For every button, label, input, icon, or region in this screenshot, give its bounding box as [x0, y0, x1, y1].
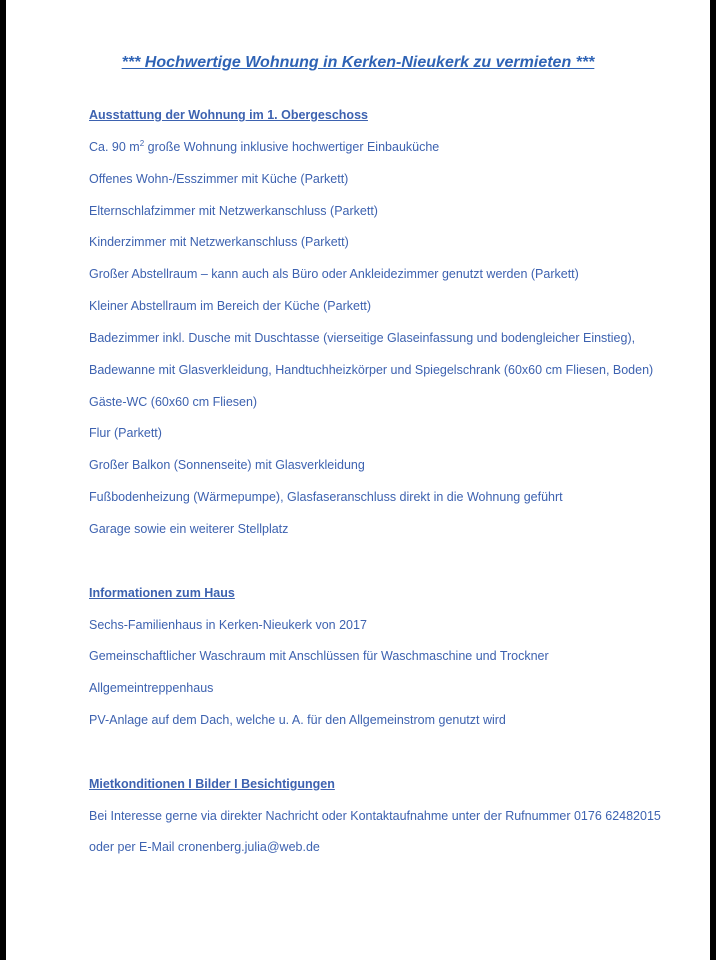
list-item: Offenes Wohn-/Esszimmer mit Küche (Parkett) [89, 171, 349, 186]
spacer [89, 742, 699, 774]
document-page [6, 0, 710, 960]
list-item: Gäste-WC (60x60 cm Fliesen) [89, 394, 258, 409]
page-title: *** Hochwertige Wohnung in Kerken-Nieukerk zu vermieten *** [121, 54, 595, 71]
section-heading-mietkonditionen: Mietkonditionen I Bilder I Besichtigungen [89, 776, 335, 791]
list-item: Großer Balkon (Sonnenseite) mit Glasverkleidung [89, 458, 365, 473]
list-item: Fußbodenheizung (Wärmepumpe), Glasfaseranschluss direkt in die Wohnung geführt [89, 490, 563, 505]
contact-phone-line: Bei Interesse gerne via direkter Nachricht oder Kontaktaufnahme unter der Rufnummer 0176 62482015 [89, 808, 661, 823]
list-item: Flur (Parkett) [89, 426, 162, 441]
area-superscript: 2 [139, 138, 145, 148]
contact-email-line: oder per E-Mail cronenberg.julia@web.de [89, 840, 320, 855]
area-prefix: Ca. 90 m [89, 139, 140, 154]
list-item: Gemeinschaftlicher Waschraum mit Anschlüssen für Waschmaschine und Trockner [89, 649, 549, 664]
document-body [89, 105, 699, 869]
area-suffix: große Wohnung inklusive hochwertiger Einbauküche [144, 139, 440, 154]
list-item: Sechs-Familienhaus in Kerken-Nieukerk von 2017 [89, 617, 367, 632]
list-item: Kleiner Abstellraum im Bereich der Küche (Parkett) [89, 299, 372, 314]
list-item: Elternschlafzimmer mit Netzwerkanschluss (Parkett) [89, 203, 378, 218]
list-item: Badewanne mit Glasverkleidung, Handtuchheizkörper und Spiegelschrank (60x60 cm Fliesen, Boden) [89, 362, 654, 377]
list-item: Kinderzimmer mit Netzwerkanschluss (Parkett) [89, 235, 349, 250]
list-item: Garage sowie ein weiterer Stellplatz [89, 521, 289, 536]
list-item: Großer Abstellraum – kann auch als Büro oder Ankleidezimmer genutzt werden (Parkett) [89, 267, 579, 282]
spacer [89, 551, 699, 583]
list-item: PV-Anlage auf dem Dach, welche u. A. für den Allgemeinstrom genutzt wird [89, 713, 506, 728]
section-heading-haus: Informationen zum Haus [89, 585, 235, 600]
list-item: Badezimmer inkl. Dusche mit Duschtasse (vierseitige Glaseinfassung und bodengleicher Einstieg), [89, 330, 636, 345]
list-item: Allgemeintreppenhaus [89, 681, 214, 696]
section-heading-ausstattung: Ausstattung der Wohnung im 1. Obergeschoss [89, 108, 368, 122]
list-item-area [89, 137, 699, 169]
